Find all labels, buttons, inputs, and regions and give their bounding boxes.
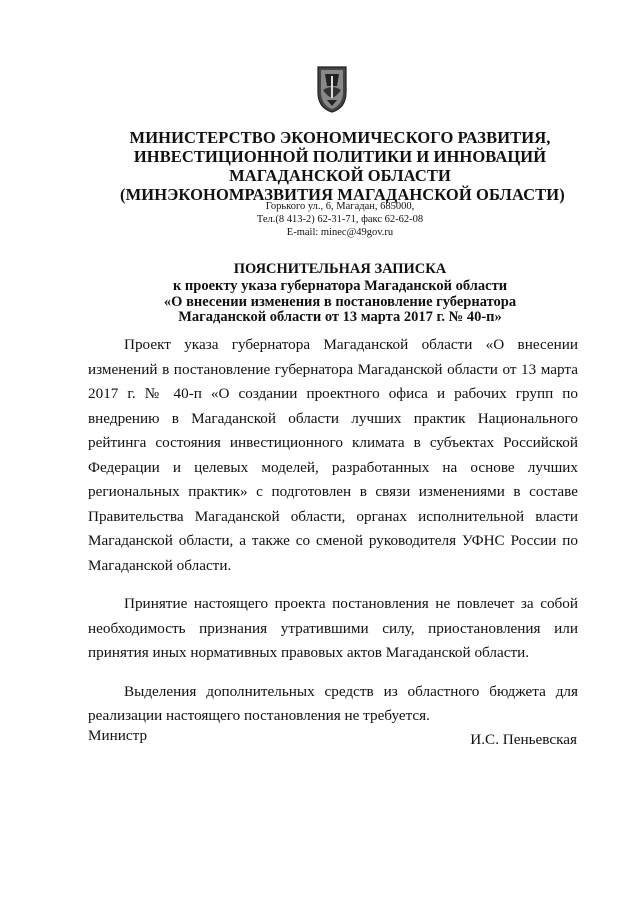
magadan-coat-of-arms-icon [313, 64, 351, 114]
contact-block [200, 200, 480, 239]
signatory-name: И.С. Пеньевская [470, 731, 577, 748]
address-line: Горького ул., 6, Магадан, 685000, [265, 201, 415, 212]
ministry-line: МАГАДАНСКОЙ ОБЛАСТИ [229, 166, 451, 185]
document-body [88, 333, 578, 743]
subtitle-line: Магаданской области от 13 марта 2017 г. № 40-п» [178, 309, 502, 325]
ministry-line: ИНВЕСТИЦИОННОЙ ПОЛИТИКИ И ИННОВАЦИЙ [133, 147, 547, 166]
body-paragraph: Принятие настоящего проекта постановления не повлечет за собой необходимость признания утратившими силу, приостановления или принятия иных нормативных правовых актов Магаданской области. [88, 595, 578, 661]
ministry-line: МИНИСТЕРСТВО ЭКОНОМИЧЕСКОГО РАЗВИТИЯ, [129, 128, 551, 147]
subtitle-line: к проекту указа губернатора Магаданской области [172, 278, 508, 294]
document-title: ПОЯСНИТЕЛЬНАЯ ЗАПИСКА [233, 261, 447, 277]
ministry-name [120, 128, 565, 204]
body-paragraph: Выделения дополнительных средств из областного бюджета для реализации настоящего постановления не требуется. [88, 682, 578, 724]
phone-line: Тел.(8 413-2) 62-31-71, факс 62-62-08 [256, 214, 424, 225]
signatory-position: Министр [88, 727, 148, 744]
ministry-line: (МИНЭКОНОМРАЗВИТИЯ МАГАДАНСКОЙ ОБЛАСТИ) [120, 185, 565, 204]
subtitle-line: «О внесении изменения в постановление губернатора [163, 293, 517, 310]
email-line: E-mail: minec@49gov.ru [286, 227, 394, 238]
body-paragraph: Проект указа губернатора Магаданской области «О внесении изменений в постановление губернатора Магаданской области от 13 марта 2017 г. № 40-п «О создании проектного офиса и рабочих групп по внедрению в Магаданской области лучших практик Национального рейтинга состояния инвестиционного климата в субъектах Российской Федерации и целевых моделей, разработанных на основе лучших региональных практик» с подготовлен в связи изменениями в составе Правительства Магаданской области, органах исполнительной власти Магаданской области, а также со сменой руководителя УФНС России по Магаданской области. [88, 336, 578, 574]
document-subtitle [120, 279, 560, 326]
